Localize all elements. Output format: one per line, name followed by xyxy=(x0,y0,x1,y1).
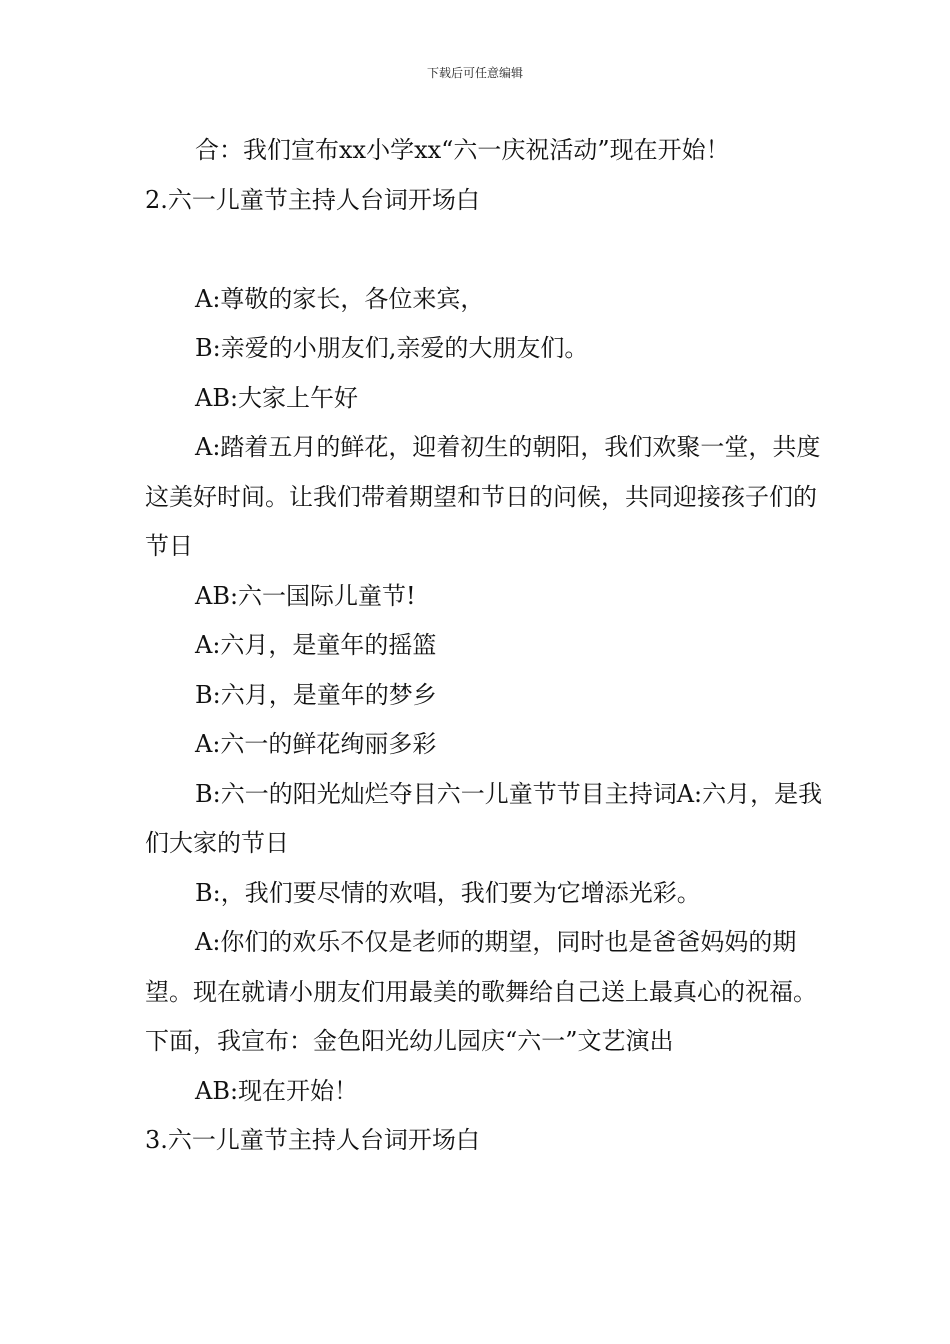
paragraph: AB:六一国际儿童节! xyxy=(195,581,416,610)
document-body xyxy=(145,126,835,1166)
paragraph: AB:现在开始！ xyxy=(195,1076,359,1105)
paragraph: B:，我们要尽情的欢唱，我们要为它增添光彩。 xyxy=(195,878,701,907)
paragraph: B:亲爱的小朋友们,亲爱的大朋友们。 xyxy=(195,334,589,362)
paragraph: B:六月，是童年的梦乡 xyxy=(195,680,437,709)
paragraph: AB:大家上午好 xyxy=(195,383,359,412)
section-heading: 2.六一儿童节主持人台词开场白 xyxy=(145,185,480,214)
paragraph: A:六一的鲜花绚丽多彩 xyxy=(195,730,437,758)
paragraph: A:尊敬的家长，各位来宾， xyxy=(195,284,485,313)
page-header: 下载后可任意编辑 xyxy=(426,66,523,80)
paragraph: B:六一的阳光灿烂夺目六一儿童节节目主持词A:六月，是我们大家的节日 xyxy=(145,779,823,857)
paragraph: A:六月，是童年的摇篮 xyxy=(195,631,437,659)
paragraph: 合：我们宣布xx小学xx“六一庆祝活动”现在开始！ xyxy=(195,136,730,164)
section-heading: 3.六一儿童节主持人台词开场白 xyxy=(145,1126,480,1154)
paragraph: A:你们的欢乐不仅是老师的期望，同时也是爸爸妈妈的期望。现在就请小朋友们用最美的歌舞给自己送上最真心的祝福。下面，我宣布：金色阳光幼儿园庆“六一”文艺演出 xyxy=(145,928,817,1055)
blank-line xyxy=(145,225,835,275)
paragraph: A:踏着五月的鲜花，迎着初生的朝阳，我们欢聚一堂，共度这美好时间。让我们带着期望和节日的问候，共同迎接孩子们的节日 xyxy=(145,433,821,560)
